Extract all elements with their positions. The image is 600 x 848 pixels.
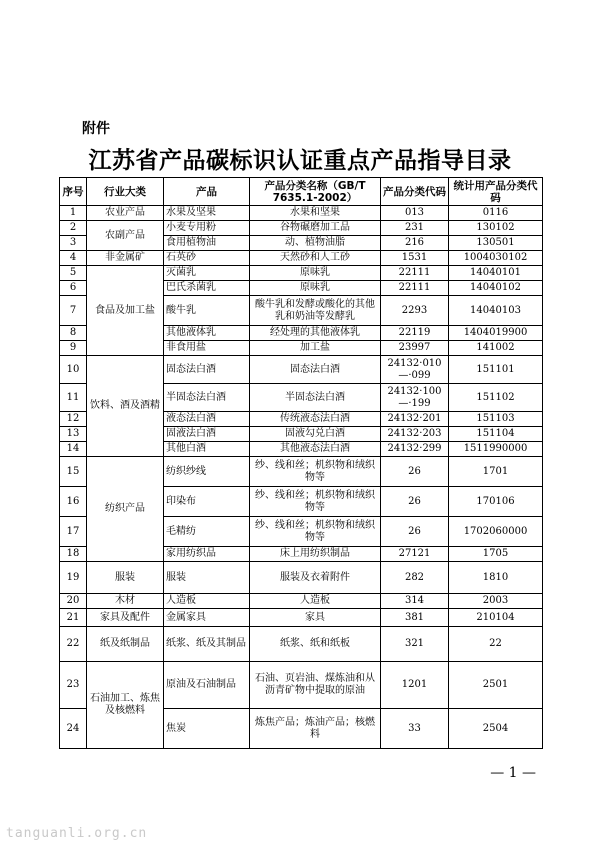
category-code: 22119 [381, 326, 449, 341]
row-number: 24 [60, 709, 87, 749]
stat-code: 130102 [449, 221, 543, 236]
row-number: 15 [60, 457, 87, 487]
table-row [60, 457, 543, 487]
category-code: 24132·203 [381, 427, 449, 442]
category-code: 314 [381, 594, 449, 609]
table-row [60, 562, 543, 594]
category-name: 其他液态法白酒 [250, 442, 381, 457]
row-number: 21 [60, 609, 87, 627]
category-name: 固态法白酒 [250, 356, 381, 384]
row-number: 14 [60, 442, 87, 457]
category-name: 动、植物油脂 [250, 236, 381, 251]
product-name: 纺织纱线 [164, 457, 250, 487]
category-name: 原味乳 [250, 266, 381, 281]
industry-category: 农副产品 [87, 221, 164, 251]
category-name: 固液勾兑白酒 [250, 427, 381, 442]
row-number: 2 [60, 221, 87, 236]
stat-code: 14040102 [449, 281, 543, 296]
category-code: 22111 [381, 266, 449, 281]
table-row [60, 356, 543, 384]
row-number: 13 [60, 427, 87, 442]
stat-code: 170106 [449, 487, 543, 517]
header-no: 序号 [60, 178, 87, 206]
industry-category: 非金属矿 [87, 251, 164, 266]
stat-code: 14040103 [449, 296, 543, 326]
product-name: 非食用盐 [164, 341, 250, 356]
product-name: 金属家具 [164, 609, 250, 627]
stat-code: 14040101 [449, 266, 543, 281]
row-number: 12 [60, 412, 87, 427]
row-number: 3 [60, 236, 87, 251]
header-code: 产品分类代码 [381, 178, 449, 206]
row-number: 1 [60, 206, 87, 221]
category-code: 2293 [381, 296, 449, 326]
category-code: 24132·299 [381, 442, 449, 457]
product-name: 石英砂 [164, 251, 250, 266]
product-name: 其他液体乳 [164, 326, 250, 341]
category-name: 经处理的其他液体乳 [250, 326, 381, 341]
category-name: 服装及衣着附件 [250, 562, 381, 594]
row-number: 5 [60, 266, 87, 281]
document-title: 江苏省产品碳标识认证重点产品指导目录 [88, 147, 512, 174]
category-name: 纱、线和丝；机织物和绒织物等 [250, 487, 381, 517]
stat-code: 1702060000 [449, 517, 543, 547]
product-name: 半固态法白酒 [164, 384, 250, 412]
row-number: 8 [60, 326, 87, 341]
category-code: 26 [381, 517, 449, 547]
stat-code: 1701 [449, 457, 543, 487]
industry-category: 服装 [87, 562, 164, 594]
stat-code: 141002 [449, 341, 543, 356]
table-row [60, 251, 543, 266]
category-code: 27121 [381, 547, 449, 562]
category-name: 石油、页岩油、煤炼油和从沥青矿物中提取的原油 [250, 662, 381, 709]
product-name: 焦炭 [164, 709, 250, 749]
category-code: 33 [381, 709, 449, 749]
product-name: 液态法白酒 [164, 412, 250, 427]
table-header-row [60, 178, 543, 206]
stat-code: 151104 [449, 427, 543, 442]
row-number: 18 [60, 547, 87, 562]
row-number: 19 [60, 562, 87, 594]
stat-code: 210104 [449, 609, 543, 627]
stat-code: 0116 [449, 206, 543, 221]
product-name: 酸牛乳 [164, 296, 250, 326]
table-row [60, 594, 543, 609]
table-row [60, 221, 543, 236]
category-code: 216 [381, 236, 449, 251]
category-code: 321 [381, 627, 449, 662]
page-number: — 1 — [490, 765, 536, 781]
category-code: 22111 [381, 281, 449, 296]
row-number: 17 [60, 517, 87, 547]
category-code: 1201 [381, 662, 449, 709]
category-name: 传统液态法白酒 [250, 412, 381, 427]
industry-category: 农业产品 [87, 206, 164, 221]
product-name: 食用植物油 [164, 236, 250, 251]
header-industry: 行业大类 [87, 178, 164, 206]
industry-category: 纺织产品 [87, 457, 164, 562]
product-name: 印染布 [164, 487, 250, 517]
product-name: 原油及石油制品 [164, 662, 250, 709]
product-name: 家用纺织品 [164, 547, 250, 562]
stat-code: 2504 [449, 709, 543, 749]
table-row [60, 266, 543, 281]
industry-category: 家具及配件 [87, 609, 164, 627]
row-number: 6 [60, 281, 87, 296]
table-row [60, 206, 543, 221]
stat-code: 151101 [449, 356, 543, 384]
row-number: 9 [60, 341, 87, 356]
attachment-label: 附件 [82, 121, 110, 137]
table-row [60, 627, 543, 662]
industry-category: 饮料、酒及酒精 [87, 356, 164, 457]
stat-code: 151103 [449, 412, 543, 427]
industry-category: 食品及加工盐 [87, 266, 164, 356]
category-name: 水果和坚果 [250, 206, 381, 221]
row-number: 20 [60, 594, 87, 609]
category-name: 纱、线和丝；机织物和绒织物等 [250, 517, 381, 547]
table-body [60, 206, 543, 749]
table-row [60, 662, 543, 709]
industry-category: 石油加工、炼焦及核燃料 [87, 662, 164, 749]
category-code: 381 [381, 609, 449, 627]
header-stat-code: 统计用产品分类代码 [449, 178, 543, 206]
product-name: 其他白酒 [164, 442, 250, 457]
category-name: 床上用纺织制品 [250, 547, 381, 562]
industry-category: 纸及纸制品 [87, 627, 164, 662]
category-name: 半固态法白酒 [250, 384, 381, 412]
product-name: 固液法白酒 [164, 427, 250, 442]
header-product: 产品 [164, 178, 250, 206]
row-number: 7 [60, 296, 87, 326]
product-name: 灭菌乳 [164, 266, 250, 281]
category-code: 26 [381, 487, 449, 517]
stat-code: 1404019900 [449, 326, 543, 341]
row-number: 16 [60, 487, 87, 517]
row-number: 11 [60, 384, 87, 412]
product-name: 小麦专用粉 [164, 221, 250, 236]
category-name: 纸浆、纸和纸板 [250, 627, 381, 662]
watermark: tanguanli.org.cn [6, 826, 148, 841]
category-code: 23997 [381, 341, 449, 356]
stat-code: 1004030102 [449, 251, 543, 266]
category-code: 282 [381, 562, 449, 594]
product-name: 固态法白酒 [164, 356, 250, 384]
stat-code: 130501 [449, 236, 543, 251]
category-code: 24132·201 [381, 412, 449, 427]
stat-code: 2501 [449, 662, 543, 709]
product-name: 巴氏杀菌乳 [164, 281, 250, 296]
row-number: 10 [60, 356, 87, 384]
product-name: 水果及坚果 [164, 206, 250, 221]
stat-code: 1810 [449, 562, 543, 594]
category-name: 人造板 [250, 594, 381, 609]
stat-code: 151102 [449, 384, 543, 412]
category-code: 24132·100—·199 [381, 384, 449, 412]
stat-code: 1705 [449, 547, 543, 562]
row-number: 22 [60, 627, 87, 662]
product-name: 服装 [164, 562, 250, 594]
category-code: 26 [381, 457, 449, 487]
category-code: 013 [381, 206, 449, 221]
row-number: 4 [60, 251, 87, 266]
category-name: 原味乳 [250, 281, 381, 296]
category-name: 炼焦产品；炼油产品；核燃料 [250, 709, 381, 749]
category-name: 家具 [250, 609, 381, 627]
stat-code: 1511990000 [449, 442, 543, 457]
product-name: 人造板 [164, 594, 250, 609]
industry-category: 木材 [87, 594, 164, 609]
product-name: 毛精纺 [164, 517, 250, 547]
row-number: 23 [60, 662, 87, 709]
product-catalog-table [59, 177, 543, 749]
category-name: 纱、线和丝；机织物和绒织物等 [250, 457, 381, 487]
category-name: 谷物碾磨加工品 [250, 221, 381, 236]
stat-code: 2003 [449, 594, 543, 609]
category-code: 24132·010—·099 [381, 356, 449, 384]
header-category: 产品分类名称（GB/T 7635.1-2002） [250, 178, 381, 206]
product-name: 纸浆、纸及其制品 [164, 627, 250, 662]
category-name: 加工盐 [250, 341, 381, 356]
category-name: 天然砂和人工砂 [250, 251, 381, 266]
stat-code: 22 [449, 627, 543, 662]
category-code: 231 [381, 221, 449, 236]
table-row [60, 609, 543, 627]
category-code: 1531 [381, 251, 449, 266]
category-name: 酸牛乳和发酵或酸化的其他乳和奶油等发酵乳 [250, 296, 381, 326]
